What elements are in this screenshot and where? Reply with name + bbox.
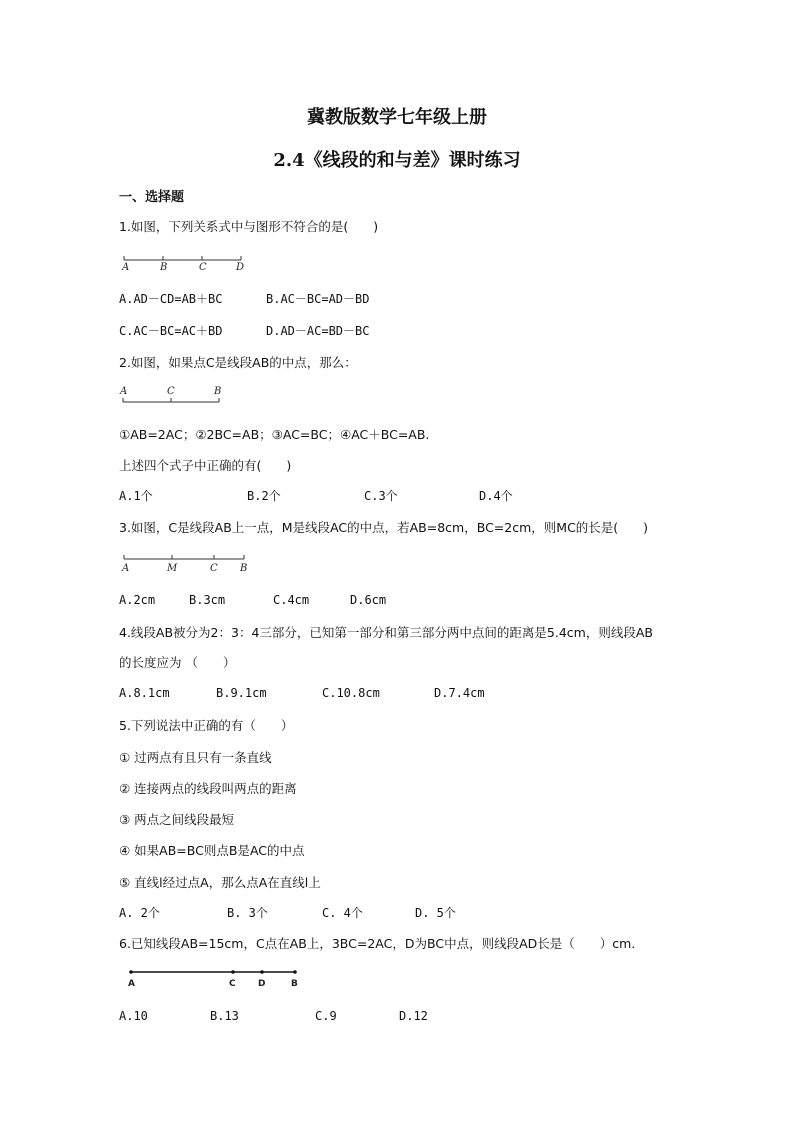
q6-figure [119,964,309,994]
q2-label-b: B [214,386,222,397]
q2-option-c: C.3个 [364,489,398,503]
q4-option-d: D.7.4cm [434,686,485,700]
q3-label-c: C [210,563,218,574]
q3-label-b: B [240,563,248,574]
q3-option-b: B.3cm [189,593,226,607]
q5-item-3: ③ 两点之间线段最短 [119,812,235,827]
q5-stem: 5.下列说法中正确的有（ ） [119,718,294,733]
q5-item-2: ② 连接两点的线段叫两点的距离 [119,781,297,796]
q6-label-d: D [258,979,266,989]
q2-option-d: D.4个 [479,489,513,503]
q6-option-c: C.9 [315,1009,337,1023]
q2-statement: ①AB=2AC；②2BC=AB；③AC=BC；④AC＋BC=AB. [119,427,430,442]
q4-option-c: C.10.8cm [322,686,380,700]
q6-point-d [260,970,264,974]
q1-label-a: A [122,262,130,273]
q6-option-a: A.10 [119,1009,148,1023]
q4-option-a: A.8.1cm [119,686,170,700]
q1-option-d: D.AD－AC=BD－BC [266,324,370,338]
q3-option-d: D.6cm [350,593,387,607]
q4-stem-line2: 的长度应为 （ ） [119,655,236,670]
q6-point-c [231,970,235,974]
q2-stem: 2.如图，如果点C是线段AB的中点，那么： [119,355,357,370]
q1-option-c: C.AC－BC=AC＋BD [119,324,223,338]
q3-label-m: M [167,563,178,574]
q1-option-b: B.AC－BC=AD－BD [266,292,370,306]
q5-option-d: D. 5个 [415,906,456,920]
q5-item-5: ⑤ 直线l经过点A，那么点A在直线l上 [119,875,321,890]
q5-item-1: ① 过两点有且只有一条直线 [119,750,272,765]
q2-option-a: A.1个 [119,489,153,503]
q2-label-c: C [167,386,175,397]
q3-option-a: A.2cm [119,593,156,607]
q1-option-a: A.AD－CD=AB＋BC [119,292,223,306]
q5-option-b: B. 3个 [227,906,268,920]
q1-label-d: D [236,262,245,273]
q4-stem-line1: 4.线段AB被分为2：3：4三部分，已知第一部分和第三部分两中点间的距离是5.4cm，则线段AB [119,625,653,640]
q2-option-b: B.2个 [247,489,281,503]
q1-figure [119,246,249,276]
q3-stem: 3.如图，C是线段AB上一点，M是线段AC的中点，若AB=8cm，BC=2cm，则MC的长是( ) [119,520,649,535]
q2-figure [119,382,229,412]
q1-stem: 1.如图，下列关系式中与图形不符合的是( ) [119,219,379,234]
q2-question: 上述四个式子中正确的有( ) [119,458,292,473]
q6-option-d: D.12 [399,1009,428,1023]
q2-label-a: A [120,386,128,397]
q5-item-4: ④ 如果AB=BC则点B是AC的中点 [119,843,305,858]
q4-option-b: B.9.1cm [216,686,267,700]
q6-label-a: A [128,979,135,989]
q1-label-b: B [160,262,168,273]
q6-point-b [293,970,297,974]
q6-label-b: B [291,979,298,989]
q5-option-a: A. 2个 [119,906,160,920]
document-subtitle: 2.4《线段的和与差》课时练习 [273,150,521,171]
q3-option-c: C.4cm [273,593,310,607]
q3-label-a: A [122,563,130,574]
q3-figure [119,550,259,580]
q6-stem: 6.已知线段AB=15cm，C点在AB上，3BC=2AC，D为BC中点，则线段AD长是（ ）cm. [119,936,636,951]
section-heading: 一、选择题 [119,190,185,205]
q5-option-c: C. 4个 [322,906,363,920]
q6-option-b: B.13 [210,1009,239,1023]
q6-label-c: C [229,979,236,989]
document-title: 冀教版数学七年级上册 [307,107,487,128]
q1-label-c: C [199,262,207,273]
q6-point-a [129,970,133,974]
